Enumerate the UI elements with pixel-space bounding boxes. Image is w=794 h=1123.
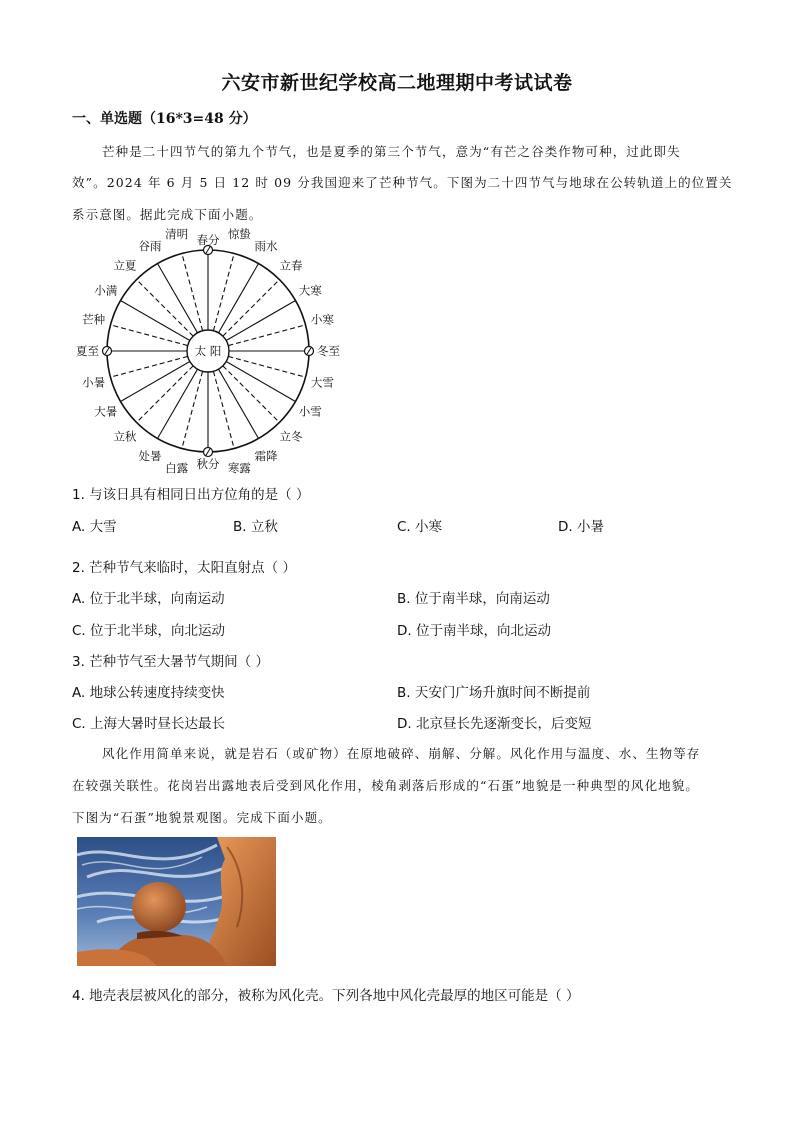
spoke-16 bbox=[121, 362, 190, 402]
q3-stem: 3. 芒种节气至大暑节气期间（ ） bbox=[72, 654, 269, 670]
passage1-line1: 芒种是二十四节气的第九个节气，也是夏季的第三个节气，意为“有芒之谷类作物可种，过此即失 bbox=[102, 144, 681, 159]
solar-term-label: 惊蛰 bbox=[227, 227, 251, 242]
section-heading: 一、单选题（16*3=48 分） bbox=[72, 111, 257, 127]
q1-option-c[interactable]: C. 小寒 bbox=[397, 519, 443, 535]
solar-term-label: 白露 bbox=[165, 460, 189, 475]
q1-option-d[interactable]: D. 小暑 bbox=[558, 519, 604, 535]
solar-term-label: 大暑 bbox=[94, 404, 118, 419]
spoke-4 bbox=[226, 301, 295, 341]
q1-stem: 1. 与该日具有相同日出方位角的是（ ） bbox=[72, 487, 310, 503]
solar-term-label: 处暑 bbox=[138, 448, 162, 463]
passage2-line1: 风化作用简单来说，就是岩石（或矿物）在原地破碎、崩解、分解。风化作用与温度、水、生物等存 bbox=[102, 746, 701, 761]
solar-term-label: 立夏 bbox=[113, 258, 137, 273]
spoke-15 bbox=[137, 366, 194, 423]
spoke-8 bbox=[226, 362, 295, 402]
solar-term-label: 谷雨 bbox=[138, 239, 162, 254]
spoke-5 bbox=[228, 325, 305, 346]
solar-term-label: 芒种 bbox=[82, 312, 106, 327]
q3-option-b[interactable]: B. 天安门广场升旗时间不断提前 bbox=[397, 685, 591, 701]
spoke-23 bbox=[182, 253, 203, 330]
solar-term-label: 小寒 bbox=[310, 312, 334, 327]
page-title: 六安市新世纪学校高二地理期中考试试卷 bbox=[221, 72, 573, 94]
q1-option-b[interactable]: B. 立秋 bbox=[233, 519, 278, 535]
q3-option-c[interactable]: C. 上海大暑时昼长达最长 bbox=[72, 716, 226, 732]
spoke-13 bbox=[182, 371, 203, 448]
spoke-3 bbox=[223, 280, 280, 337]
solar-term-label: 春分 bbox=[196, 233, 220, 247]
spoke-2 bbox=[219, 264, 259, 333]
q2-option-c[interactable]: C. 位于北半球，向北运动 bbox=[72, 623, 226, 639]
passage1-line2: 效”。2024 年 6 月 5 日 12 时 09 分我国迎来了芒种节气。下图为二十四节气与地球在公转轨道上的位置关 bbox=[72, 175, 733, 190]
spoke-17 bbox=[110, 356, 187, 377]
spoke-22 bbox=[158, 264, 198, 333]
solar-term-label: 冬至 bbox=[317, 344, 340, 358]
spoke-19 bbox=[110, 325, 187, 346]
spoke-20 bbox=[121, 301, 190, 341]
spoke-1 bbox=[213, 253, 234, 330]
solar-term-label: 小满 bbox=[94, 283, 118, 298]
q2-option-a[interactable]: A. 位于北半球，向南运动 bbox=[72, 591, 225, 607]
solar-term-label: 小雪 bbox=[298, 404, 322, 419]
q1-option-a[interactable]: A. 大雪 bbox=[72, 519, 117, 535]
solar-term-label: 清明 bbox=[165, 227, 189, 242]
solar-term-label: 大寒 bbox=[298, 283, 322, 298]
spoke-21 bbox=[137, 280, 194, 337]
solar-term-label: 大雪 bbox=[310, 375, 334, 390]
solar-terms-orbit-diagram bbox=[70, 226, 360, 476]
sun-label: 太 阳 bbox=[194, 344, 222, 358]
q2-stem: 2. 芒种节气来临时，太阳直射点（ ） bbox=[72, 560, 296, 576]
solar-term-label: 寒露 bbox=[227, 460, 251, 475]
spoke-9 bbox=[223, 366, 280, 423]
solar-term-label: 雨水 bbox=[254, 239, 278, 254]
spoke-11 bbox=[213, 371, 234, 448]
passage2-line2: 在较强关联性。花岗岩出露地表后受到风化作用，棱角剥落后形成的“石蛋”地貌是一种典型的风化地貌。 bbox=[72, 778, 699, 793]
solar-term-label: 秋分 bbox=[196, 457, 220, 471]
spoke-14 bbox=[158, 369, 198, 438]
q3-option-a[interactable]: A. 地球公转速度持续变快 bbox=[72, 685, 225, 701]
spoke-10 bbox=[219, 369, 259, 438]
passage2-line3: 下图为“石蛋”地貌景观图。完成下面小题。 bbox=[72, 810, 332, 825]
q2-option-b[interactable]: B. 位于南半球，向南运动 bbox=[397, 591, 550, 607]
passage1-line3: 系示意图。据此完成下面小题。 bbox=[72, 207, 263, 222]
solar-term-label: 夏至 bbox=[76, 344, 99, 358]
solar-term-label: 立秋 bbox=[113, 429, 137, 444]
q3-option-d[interactable]: D. 北京昼长先逐渐变长，后变短 bbox=[397, 716, 592, 732]
spoke-7 bbox=[228, 356, 305, 377]
solar-term-label: 立春 bbox=[279, 258, 303, 273]
solar-term-label: 立冬 bbox=[279, 429, 303, 444]
solar-term-label: 小暑 bbox=[82, 375, 106, 390]
q2-option-d[interactable]: D. 位于南半球，向北运动 bbox=[397, 623, 551, 639]
q4-stem: 4. 地壳表层被风化的部分，被称为风化壳。下列各地中风化壳最厚的地区可能是（ ） bbox=[72, 988, 580, 1004]
stone-egg-landform-photo bbox=[77, 837, 276, 966]
solar-term-label: 霜降 bbox=[254, 448, 278, 463]
